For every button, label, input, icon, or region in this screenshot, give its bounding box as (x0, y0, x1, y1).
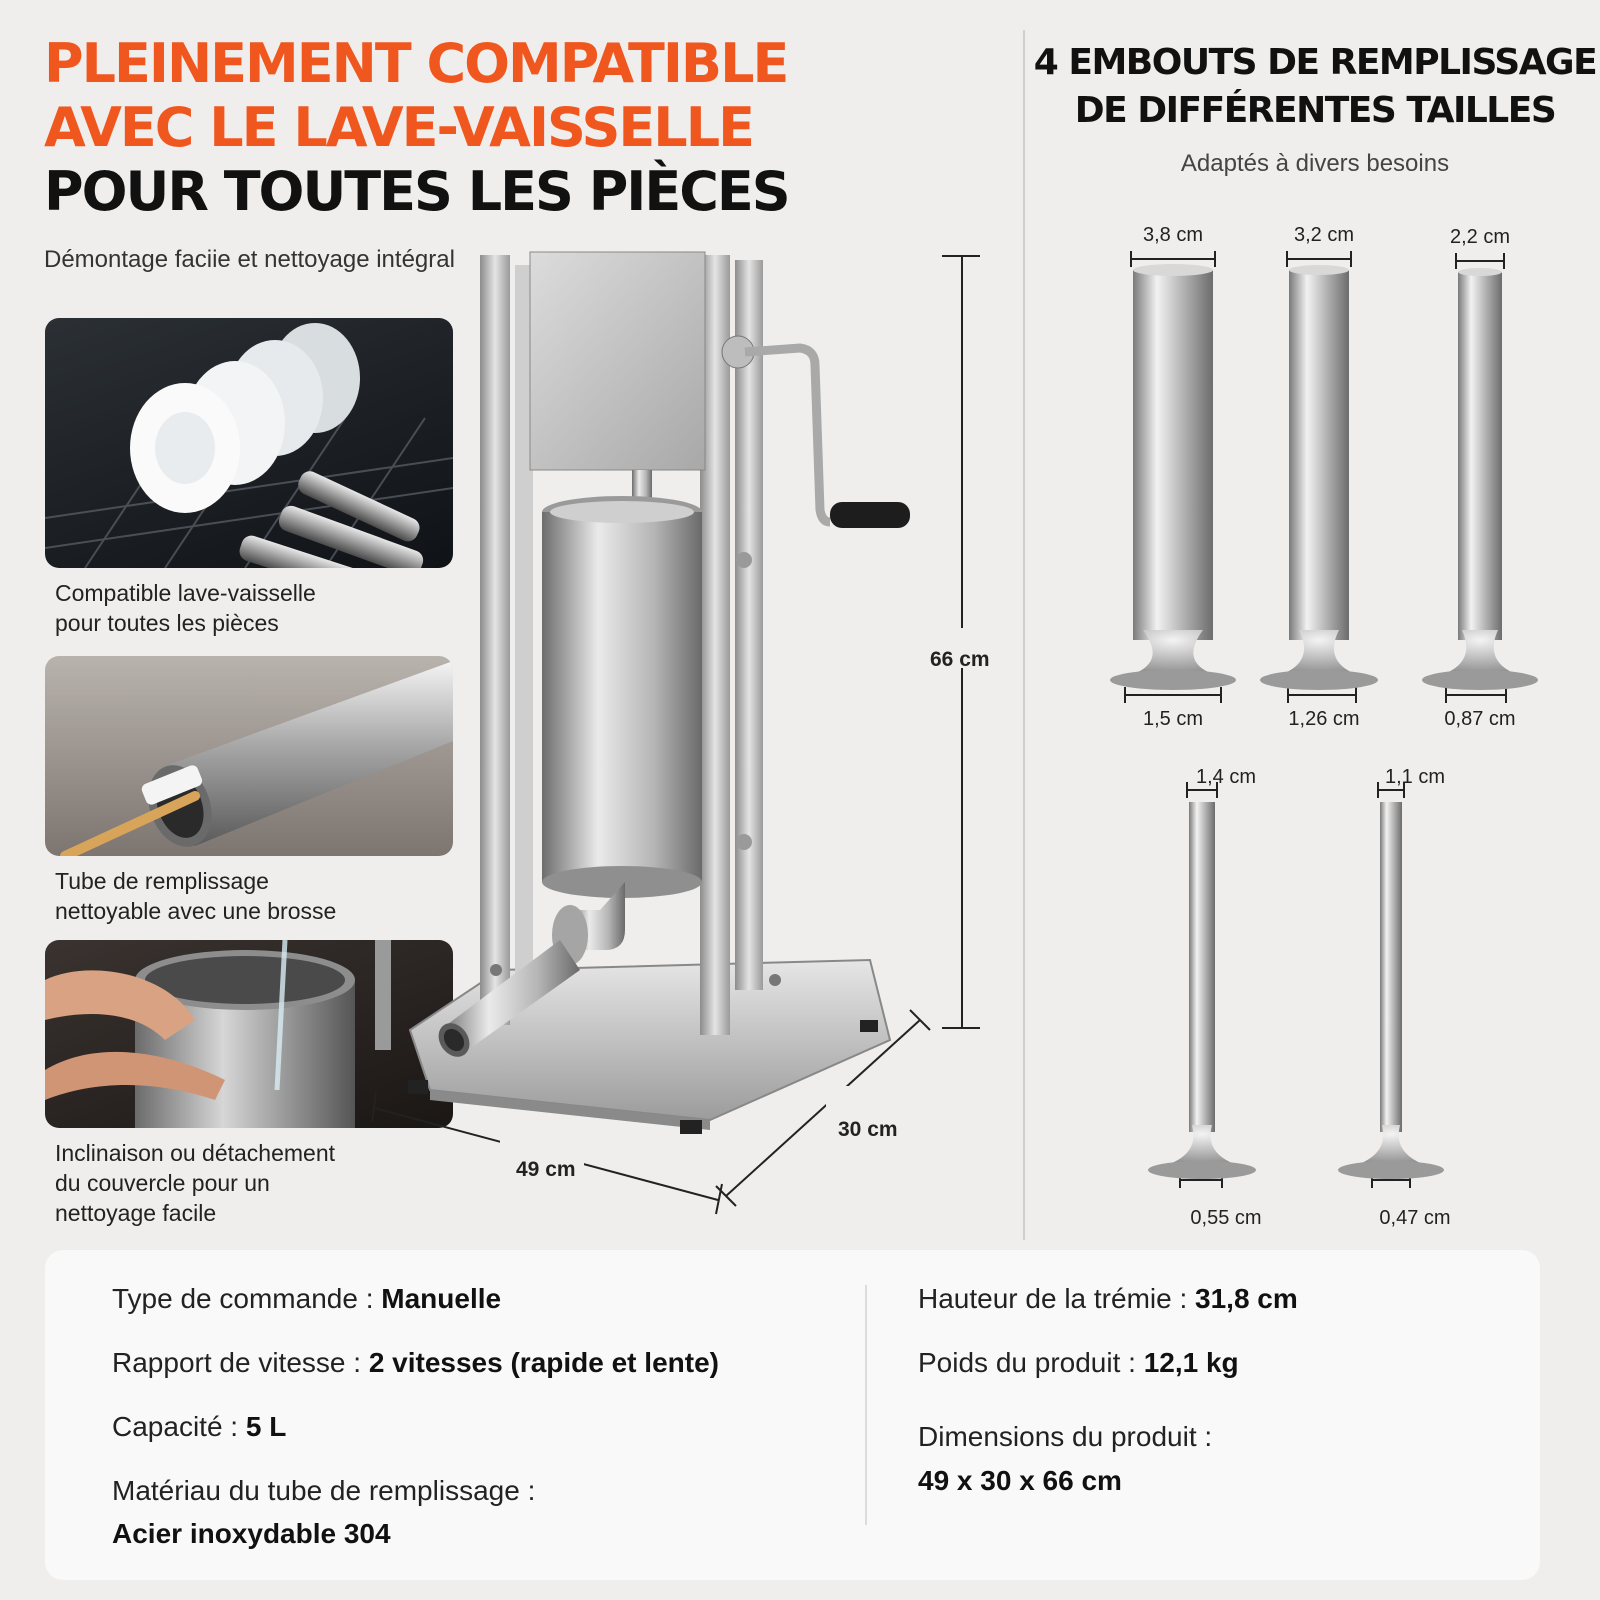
specs-divider (865, 1285, 867, 1525)
spec-hopper-height (918, 1283, 1298, 1315)
nozzle-3-outer-label: 2,2 cm (1449, 226, 1511, 248)
headline-line-1: PLEINEMENT COMPATIBLE (44, 32, 788, 95)
spec-dimensions-value: 49 x 30 x 66 cm (918, 1465, 1122, 1496)
depth-dimension-label: 30 cm (838, 1118, 898, 1141)
feature-caption-dishwasher (55, 578, 316, 638)
spec-value: Manuelle (381, 1283, 502, 1314)
nozzle-5-outer-label: 1,1 cm (1384, 766, 1446, 788)
spec-value: 31,8 cm (1195, 1283, 1298, 1314)
header-subtitle: Démontage faciie et nettoyage intégral (44, 246, 455, 273)
nozzles-subtitle: Adaptés à divers besoins (1180, 150, 1450, 177)
spec-dimensions-label: Dimensions du produit : (918, 1421, 1213, 1452)
width-dimension-label: 49 cm (516, 1158, 576, 1181)
height-dimension-label: 66 cm (930, 648, 990, 671)
nozzle-1-outer-label: 3,8 cm (1142, 224, 1204, 246)
dimension-lines (360, 240, 1000, 1220)
nozzles-title-line-1: 4 EMBOUTS DE REMPLISSAGE (1033, 42, 1597, 83)
spec-label: Type de commande : (112, 1283, 382, 1314)
caption-line: nettoyable avec une brosse (55, 898, 337, 924)
nozzle-4-inner-label: 0,55 cm (1190, 1207, 1262, 1229)
spec-control-type (112, 1283, 501, 1315)
nozzle-1-inner-label: 1,5 cm (1142, 708, 1204, 730)
nozzle-2-inner-label: 1,26 cm (1288, 708, 1360, 730)
caption-line: Compatible lave-vaisselle (55, 580, 316, 606)
spec-label: Capacité : (112, 1411, 246, 1442)
feature-caption-lid (55, 1138, 335, 1228)
caption-line: nettoyage facile (55, 1200, 217, 1226)
spec-label: Poids du produit : (918, 1347, 1144, 1378)
spec-label: Rapport de vitesse : (112, 1347, 369, 1378)
caption-line: Inclinaison ou détachement (55, 1140, 336, 1166)
headline-line-3: POUR TOUTES LES PIÈCES (44, 160, 789, 223)
nozzle-3-inner-label: 0,87 cm (1444, 708, 1516, 730)
spec-capacity (112, 1411, 286, 1443)
spec-value: 5 L (245, 1411, 287, 1442)
spec-material-label: Matériau du tube de remplissage : (112, 1475, 536, 1506)
spec-speed-ratio (112, 1347, 719, 1379)
nozzle-5-inner-label: 0,47 cm (1379, 1207, 1451, 1229)
caption-line: du couvercle pour un (55, 1170, 270, 1196)
headline-line-2: AVEC LE LAVE-VAISSELLE (44, 96, 753, 159)
spec-label: Hauteur de la trémie : (918, 1283, 1196, 1314)
spec-value: 12,1 kg (1143, 1347, 1239, 1378)
caption-line: pour toutes les pièces (55, 610, 279, 636)
spec-material-value: Acier inoxydable 304 (112, 1518, 391, 1549)
feature-caption-brush (55, 866, 336, 926)
nozzle-2-outer-label: 3,2 cm (1293, 224, 1355, 246)
nozzle-4-outer-label: 1,4 cm (1195, 766, 1257, 788)
spec-weight (918, 1347, 1239, 1379)
column-divider (1023, 30, 1025, 1240)
caption-line: Tube de remplissage (55, 868, 269, 894)
spec-value: 2 vitesses (rapide et lente) (368, 1347, 719, 1378)
nozzles-title-line-2: DE DIFFÉRENTES TAILLES (1074, 90, 1556, 131)
